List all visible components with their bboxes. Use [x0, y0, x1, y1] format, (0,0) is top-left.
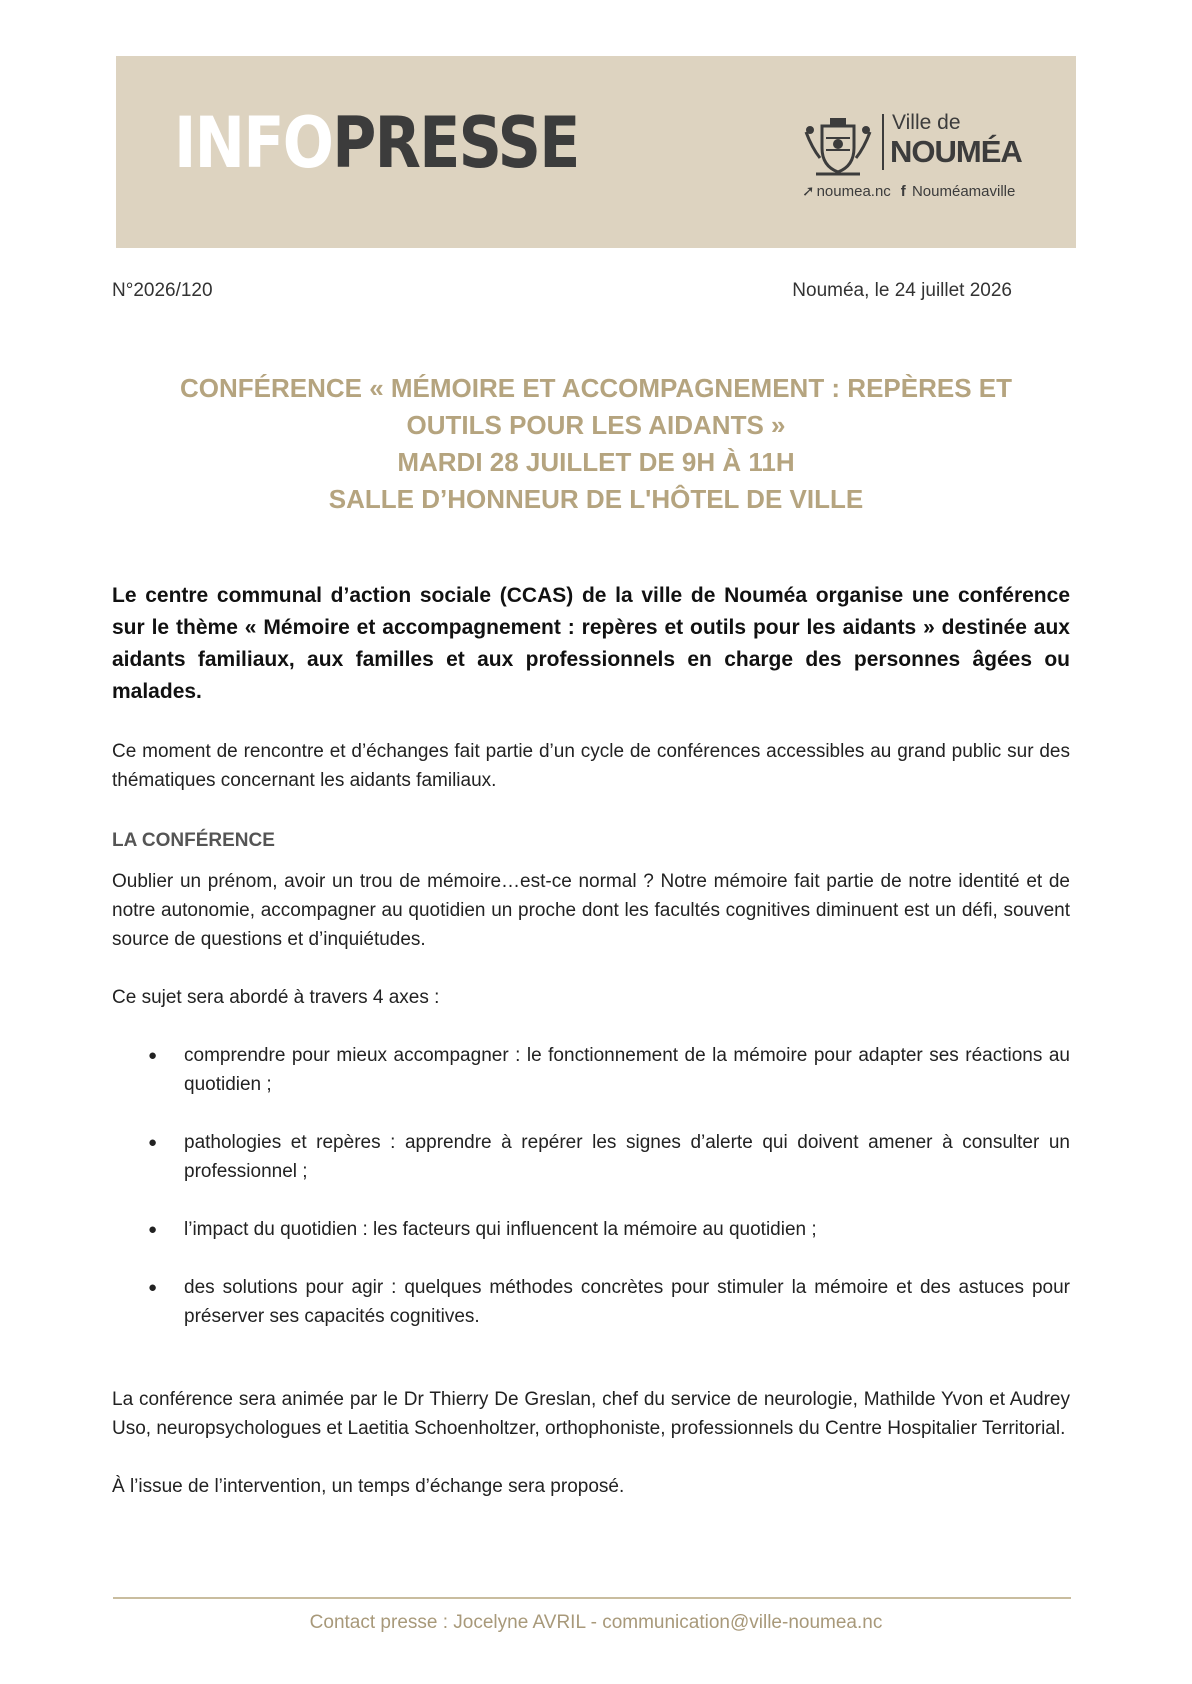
axes-intro: Ce sujet sera abordé à travers 4 axes :: [112, 987, 440, 1008]
section-paragraph: Oublier un prénom, avoir un trou de mémoire…est-ce normal ? Notre mémoire fait partie de notre identité et de notre autonomie, accompagner au quotidien un proche dont les facultés cognitives diminuent est un défi, souvent source de questions et d’inquiétudes.: [112, 871, 1070, 950]
header-banner: [116, 56, 1076, 248]
list-item: ● pathologies et repères : apprendre à repérer les signes d’alerte qui doivent amener à consulter un professionnel ;: [112, 1128, 1070, 1186]
list-item: ● comprendre pour mieux accompagner : le fonctionnement de la mémoire pour adapter ses réactions au quotidien ;: [112, 1041, 1070, 1099]
web-arrow-icon: ➚: [802, 183, 815, 200]
footer-divider: [113, 1597, 1071, 1599]
logo-facebook: Nouméamaville: [911, 183, 1016, 200]
city-crest-icon: [802, 118, 874, 178]
axes-list: [112, 1041, 1070, 1331]
section-heading: LA CONFÉRENCE: [112, 830, 275, 851]
list-item: ● des solutions pour agir : quelques méthodes concrètes pour stimuler la mémoire et des astuces pour préserver ses capacités cognitives.: [112, 1273, 1070, 1331]
facebook-icon: f: [900, 183, 906, 200]
press-body: [112, 580, 1070, 1530]
press-contact: Contact presse : Jocelyne AVRIL - communication@ville-noumea.nc: [309, 1612, 883, 1633]
logo-city-name: NOUMÉA: [890, 134, 1022, 169]
title-line: OUTILS POUR LES AIDANTS »: [406, 410, 786, 440]
logo-divider: [882, 114, 884, 170]
lead-paragraph: Le centre communal d’action sociale (CCAS) de la ville de Nouméa organise une conférence sur le thème « Mémoire et accompagnement : repères et outils pour les aidants » destinée aux aidants familiaux, aux familles et aux professionnels en charge des personnes âgées ou malades.: [112, 584, 1070, 703]
list-item: ● l’impact du quotidien : les facteurs qui influencent la mémoire au quotidien ;: [112, 1215, 1070, 1244]
press-reference: N°2026/120: [112, 280, 213, 301]
bullet-icon: ●: [148, 1221, 158, 1238]
intro-paragraph: Ce moment de rencontre et d’échanges fait partie d’un cycle de conférences accessibles au grand public sur des thématiques concernant les aidants familiaux.: [112, 741, 1070, 791]
press-title: [116, 370, 1076, 518]
brand-info: INFO: [174, 102, 333, 184]
speakers-paragraph: La conférence sera animée par le Dr Thierry De Greslan, chef du service de neurologie, Mathilde Yvon et Audrey Uso, neuropsychologues et Laetitia Schoenholtzer, orthophoniste, professionnels du Centre Hospitalier Territorial.: [112, 1389, 1070, 1439]
title-line: SALLE D’HONNEUR DE L'HÔTEL DE VILLE: [328, 484, 864, 514]
title-line: MARDI 28 JUILLET DE 9H À 11H: [397, 447, 795, 477]
brand-presse: PRESSE: [332, 102, 579, 184]
bullet-icon: ●: [148, 1279, 158, 1296]
bullet-icon: ●: [148, 1134, 158, 1151]
logo-social-links: [802, 182, 1015, 200]
ville-de-noumea-logo: [802, 110, 1032, 200]
logo-ville-de: Ville de: [892, 111, 961, 134]
bullet-icon: ●: [148, 1047, 158, 1064]
info-presse-logo: [174, 102, 579, 184]
title-line: CONFÉRENCE « MÉMOIRE ET ACCOMPAGNEMENT : REPÈRES ET: [179, 373, 1013, 403]
logo-site: noumea.nc: [816, 183, 891, 200]
closing-paragraph: À l’issue de l’intervention, un temps d’échange sera proposé.: [112, 1476, 625, 1497]
press-date: Nouméa, le 24 juillet 2026: [792, 280, 1012, 301]
